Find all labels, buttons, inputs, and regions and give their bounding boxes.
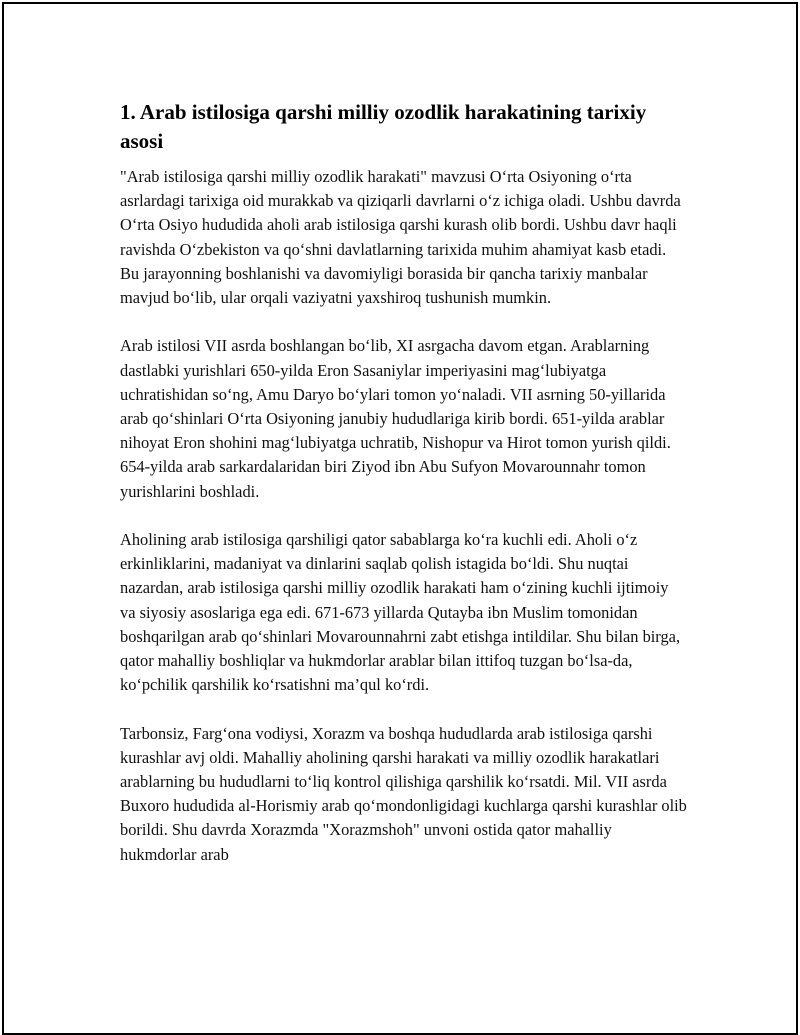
document-title: 1. Arab istilosiga qarshi milliy ozodlik harakatining tarixiy asosi (120, 100, 647, 153)
paragraph-1: "Arab istilosiga qarshi milliy ozodlik harakati" mavzusi O‘rta Osiyoning o‘rta asrlardagi tarixiga oid murakkab va qiziqarli davrlarni o‘z ichiga oladi. Ushbu davrda O‘rta Osiyo hududida aholi arab istilosiga qarshi kurash olib bordi. Ushbu davr haqli ravishda O‘zbekiston va qo‘shni davlatlarning tarixida muhim ahamiyat kasb etadi. Bu jarayonning boshlanishi va davomiyligi borasida bir qancha tarixiy manbalar mavjud bo‘lib, ular orqali vaziyatni yaxshiroq tushunish mumkin. (120, 167, 681, 308)
paragraph-2: Arab istilosi VII asrda boshlangan bo‘lib, XI asrgacha davom etgan. Arablarning dastlabki yurishlari 650-yilda Eron Sasaniylar imperiyasini mag‘lubiyatga uchratishidan so‘ng, Amu Daryo bo‘ylari tomon yo‘naladi. VII asrning 50-yillarida arab qo‘shinlari O‘rta Osiyoning janubiy hududlariga kirib bordi. 651-yilda arablar nihoyat Eron shohini mag‘lubiyatga uchratib, Nishopur va Hirot tomon yurish qildi. 654-yilda arab sarkardalaridan biri Ziyod ibn Abu Sufyon Movarounnahr tomon yurishlarini boshladi. (120, 336, 671, 501)
document-body (120, 98, 688, 891)
page-frame (2, 2, 798, 1035)
paragraph-4: Tarbonsiz, Farg‘ona vodiysi, Xorazm va boshqa hududlarda arab istilosiga qarshi kurashlar avj oldi. Mahalliy aholining qarshi harakati va milliy ozodlik harakatlari arablarning bu hududlarni to‘liq kontrol qilishiga qarshilik ko‘rsatdi. Mil. VII asrda Buxoro hududida al-Horismiy arab qo‘mondonligidagi kuchlarga qarshi kurashlar olib borildi. Shu davrda Xorazmda "Xorazmshoh" unvoni ostida qator mahalliy hukmdorlar arab (120, 723, 687, 864)
paragraph-3: Aholining arab istilosiga qarshiligi qator sabablarga ko‘ra kuchli edi. Aholi o‘z erkinliklarini, madaniyat va dinlarini saqlab qolish istagida bo‘ldi. Shu nuqtai nazardan, arab istilosiga qarshi milliy ozodlik harakati ham o‘zining kuchli ijtimoiy va siyosiy asoslariga ega edi. 671-673 yillarda Qutayba ibn Muslim tomonidan boshqarilgan arab qo‘shinlari Movarounnahrni zabt etishga intildilar. Shu bilan birga, qator mahalliy boshliqlar va hukmdorlar arablar bilan ittifoq tuzgan bo‘lsa-da, ko‘pchilik qarshilik ko‘rsatishni ma’qul ko‘rdi. (120, 530, 681, 695)
